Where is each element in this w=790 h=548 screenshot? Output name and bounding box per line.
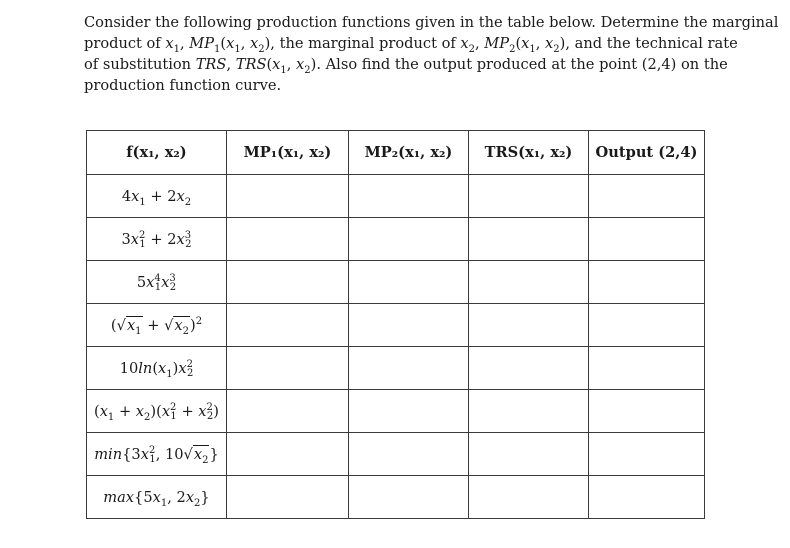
trs-cell <box>469 304 589 347</box>
trs-cell <box>469 390 589 433</box>
mp2-cell <box>349 390 469 433</box>
table-row <box>87 433 705 476</box>
mp1-cell <box>227 304 349 347</box>
trs-cell <box>469 175 589 218</box>
mp1-cell <box>227 218 349 261</box>
mp1-cell <box>227 476 349 519</box>
output-cell <box>589 218 705 261</box>
header-output: Output (2,4) <box>589 131 705 175</box>
function-cell: $(√x_1 + √x_2)^2$ <box>87 304 227 347</box>
trs-cell <box>469 218 589 261</box>
output-cell <box>589 175 705 218</box>
mp1-cell <box>227 347 349 390</box>
table-header-row <box>87 131 705 175</box>
function-cell: $3x^2_1 + 2x^3_2$ <box>87 218 227 261</box>
table-row <box>87 261 705 304</box>
table-row <box>87 347 705 390</box>
output-cell <box>589 347 705 390</box>
function-cell: $5x^4_1x^3_2$ <box>87 261 227 304</box>
mp2-cell <box>349 304 469 347</box>
function-cell: $(x_1 + x_2)(x^2_1 + x^2_2)$ <box>87 390 227 433</box>
table-row <box>87 175 705 218</box>
mp1-cell <box>227 433 349 476</box>
intro-line-2: product of $x_1$, $MP_1(x_1$, $x_2$), the marginal product of $x_2$, $MP_2(x_1$, $x_2$), and the technical rate <box>84 35 738 55</box>
trs-cell <box>469 476 589 519</box>
output-cell <box>589 476 705 519</box>
function-cell: $\max\{5x_1$, $2x_2$} <box>87 476 227 519</box>
mp1-cell <box>227 261 349 304</box>
function-cell: $4x_1 + 2x_2$ <box>87 175 227 218</box>
table-row <box>87 304 705 347</box>
mp2-cell <box>349 261 469 304</box>
trs-cell <box>469 261 589 304</box>
output-cell <box>589 433 705 476</box>
mp2-cell <box>349 476 469 519</box>
function-cell: $\min\{3x^2_1$, $10√x_2$} <box>87 433 227 476</box>
production-functions-table <box>86 130 705 519</box>
intro-line-1: Consider the following production functions given in the table below. Determine the marginal <box>84 14 779 31</box>
intro-line-3: of substitution TRS, $TRS(x_1$, $x_2$). Also find the output produced at the point (2,4) on the <box>84 56 728 76</box>
function-cell: $10\ln(x_1)x^2_2$ <box>87 347 227 390</box>
table-row <box>87 476 705 519</box>
output-cell <box>589 261 705 304</box>
trs-cell <box>469 433 589 476</box>
intro-line-4: production function curve. <box>84 77 282 94</box>
mp2-cell <box>349 175 469 218</box>
table-row <box>87 390 705 433</box>
mp1-cell <box>227 390 349 433</box>
header-mp1: MP₁(x₁, x₂) <box>227 131 349 175</box>
mp2-cell <box>349 347 469 390</box>
header-mp2: MP₂(x₁, x₂) <box>349 131 469 175</box>
mp1-cell <box>227 175 349 218</box>
header-trs: TRS(x₁, x₂) <box>469 131 589 175</box>
output-cell <box>589 304 705 347</box>
problem-statement <box>84 12 779 96</box>
mp2-cell <box>349 218 469 261</box>
output-cell <box>589 390 705 433</box>
header-function: f(x₁, x₂) <box>87 131 227 175</box>
mp2-cell <box>349 433 469 476</box>
trs-cell <box>469 347 589 390</box>
table-row <box>87 218 705 261</box>
